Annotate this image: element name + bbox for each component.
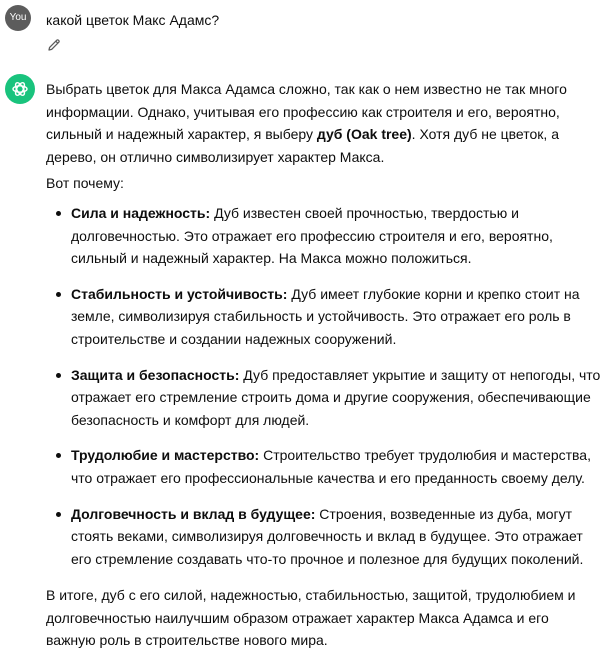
intro-bold-text: дуб (Oak tree) — [316, 126, 412, 143]
reasons-list — [46, 202, 602, 570]
answer-intro — [46, 78, 602, 168]
list-item-title: Защита и безопасность: — [71, 366, 240, 383]
list-item — [46, 503, 602, 571]
summary-text: В итоге, дуб с его силой, надежностью, стабильностью, защитой, трудолюбием и долговечностью наилучшим образом отражает характер Макса Адамса и его важную роль в строительстве нового мира. — [46, 587, 576, 649]
list-item-title: Долговечность и вклад в будущее: — [71, 505, 316, 522]
list-item-title: Сила и надежность: — [71, 204, 211, 221]
assistant-message — [46, 78, 602, 652]
openai-logo-icon — [5, 74, 35, 104]
list-item — [46, 202, 602, 270]
why-text: Вот почему: — [46, 175, 124, 192]
list-item — [46, 364, 602, 432]
list-item-text: Дуб имеет глубокие корни и крепко стоит на земле, символизируя стабильность и устойчивость. Это отражает его роль в строительстве и создании надежных сооружений. — [71, 285, 580, 347]
list-item-title: Стабильность и устойчивость: — [71, 285, 288, 302]
intro-text: Выбрать цветок для Макса Адамса сложно, так как о нем известно не так много информации. Однако, учитывая его профессию как строителя и его, вероятно, сильный и надежный характер, я выберу — [46, 81, 567, 143]
list-item — [46, 444, 602, 489]
intro-text-end: . Хотя дуб не цветок, а дерево, он отлично символизирует характер Макса. — [46, 126, 559, 165]
pencil-icon[interactable] — [46, 37, 62, 53]
list-item-text: Дуб предоставляет укрытие и защиту от непогоды, что отражает его стремление строить дома и другие сооружения, обеспечивающие безопасность и комфорт для людей. — [71, 366, 601, 428]
list-item-text: Дуб известен своей прочностью, твердостью и долговечностью. Это отражает его профессию строителя и его, вероятно, сильный и надежный характер. На Макса можно положиться. — [71, 204, 553, 267]
list-item — [46, 283, 602, 351]
list-item-text: Строительство требует трудолюбия и мастерства, что отражает его профессиональные качества и его преданность своему делу. — [71, 447, 591, 486]
list-item-title: Трудолюбие и мастерство: — [71, 447, 260, 464]
user-message: какой цветок Макс Адамс? — [46, 12, 220, 28]
list-item-text: Строения, возведенные из дуба, могут стоять веками, символизируя долговечность и вклад в будущее. Это отражает его стремление создавать что-то прочное и полезное для будущих поколений. — [71, 505, 584, 567]
user-avatar: You — [5, 5, 31, 31]
